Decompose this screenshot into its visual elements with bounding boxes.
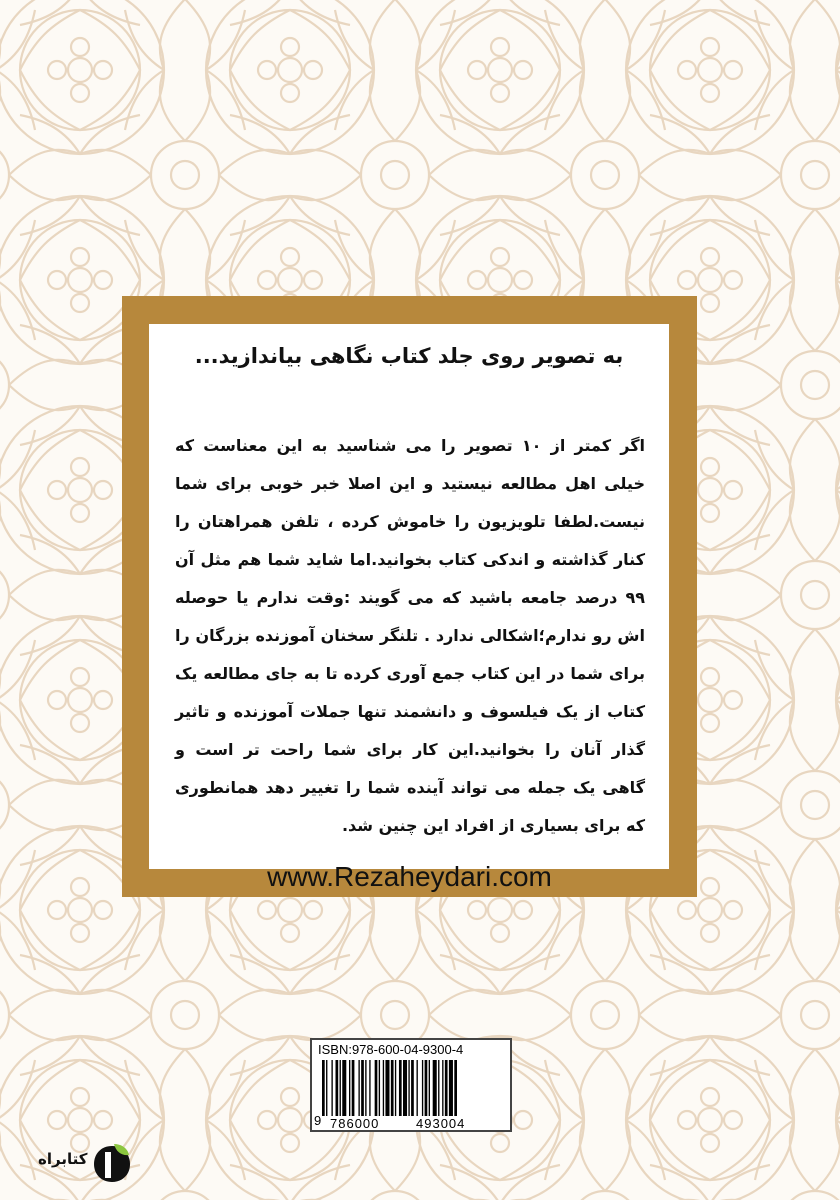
barcode-bar (369, 1060, 370, 1116)
barcode-bar (383, 1060, 384, 1116)
barcode-bar (349, 1060, 350, 1116)
barcode-digit-lead: 9 (314, 1113, 322, 1128)
barcode-bar (403, 1060, 407, 1116)
barcode-digits-right: 493004 (416, 1116, 466, 1131)
golden-frame (122, 296, 697, 897)
barcode-bar (365, 1060, 366, 1116)
website-url: www.Rezaheydari.com (267, 861, 552, 892)
barcode-bar (425, 1060, 428, 1116)
barcode-bar (375, 1060, 378, 1116)
barcode-bar (399, 1060, 402, 1116)
barcode-bar (445, 1060, 448, 1116)
barcode-bar (395, 1060, 396, 1116)
barcode-bar (417, 1060, 418, 1116)
barcode-bar (322, 1060, 325, 1116)
barcode-bar (340, 1060, 341, 1116)
isbn-barcode (310, 1038, 512, 1132)
barcode-bar (408, 1060, 409, 1116)
barcode-bar (352, 1060, 355, 1116)
barcode-bar (336, 1060, 339, 1116)
barcode-bar (422, 1060, 423, 1116)
publisher-logo-text: کتابراه (38, 1150, 88, 1168)
barcode-bar (342, 1060, 346, 1116)
barcode-bar (331, 1060, 332, 1116)
barcode-bar (438, 1060, 439, 1116)
headline: به تصویر روی جلد کتاب نگاهی بیاندازید... (194, 344, 624, 368)
isbn-label: ISBN:978-600-04-9300-4 (318, 1042, 464, 1057)
barcode-bar (442, 1060, 443, 1116)
barcode-bar (361, 1060, 364, 1116)
barcode-bar (379, 1060, 380, 1116)
barcode-bar (358, 1060, 359, 1116)
barcode-bar (429, 1060, 430, 1116)
barcode-bars (322, 1060, 504, 1116)
barcode-bar (454, 1060, 457, 1116)
barcode-bar (449, 1060, 453, 1116)
text-panel (149, 324, 669, 869)
ketabrah-logo-icon (92, 1140, 132, 1184)
publisher-logo (38, 1138, 130, 1184)
barcode-bar (326, 1060, 327, 1116)
barcode-digits-left: 786000 (330, 1116, 380, 1131)
barcode-bar (391, 1060, 394, 1116)
barcode-bar (433, 1060, 437, 1116)
blurb-text: اگر کمتر از ۱۰ تصویر را می شناسید به این معناست که خیلی اهل مطالعه نیستید و این اصلا خبر خوبی برای شما نیست.لطفا تلویزیون را خاموش کرده ، تلفن همراهتان را کنار گذاشته و اندکی کتاب بخوانید.اما شاید شما هم مثل آن ۹۹ درصد جامعه باشید که می گویند :وقت ندارم یا حوصله اش رو ندارم؛اشکالی ندارد . تلنگر سخنان آموزنده بزرگان را برای شما در این کتاب جمع آوری کرده تا به جای مطالعه یک کتاب از یک فیلسوف و دانشمند تنها جملات آموزنده و تاثیر گذار آنان را بخوانید.این کار برای شما راحت تر است و گاهی یک جمله می تواند آینده شما را تغییر دهد همانطوری که برای بسیاری از افراد این چنین شد. (175, 436, 646, 835)
barcode-bar (411, 1060, 414, 1116)
barcode-bar (385, 1060, 389, 1116)
